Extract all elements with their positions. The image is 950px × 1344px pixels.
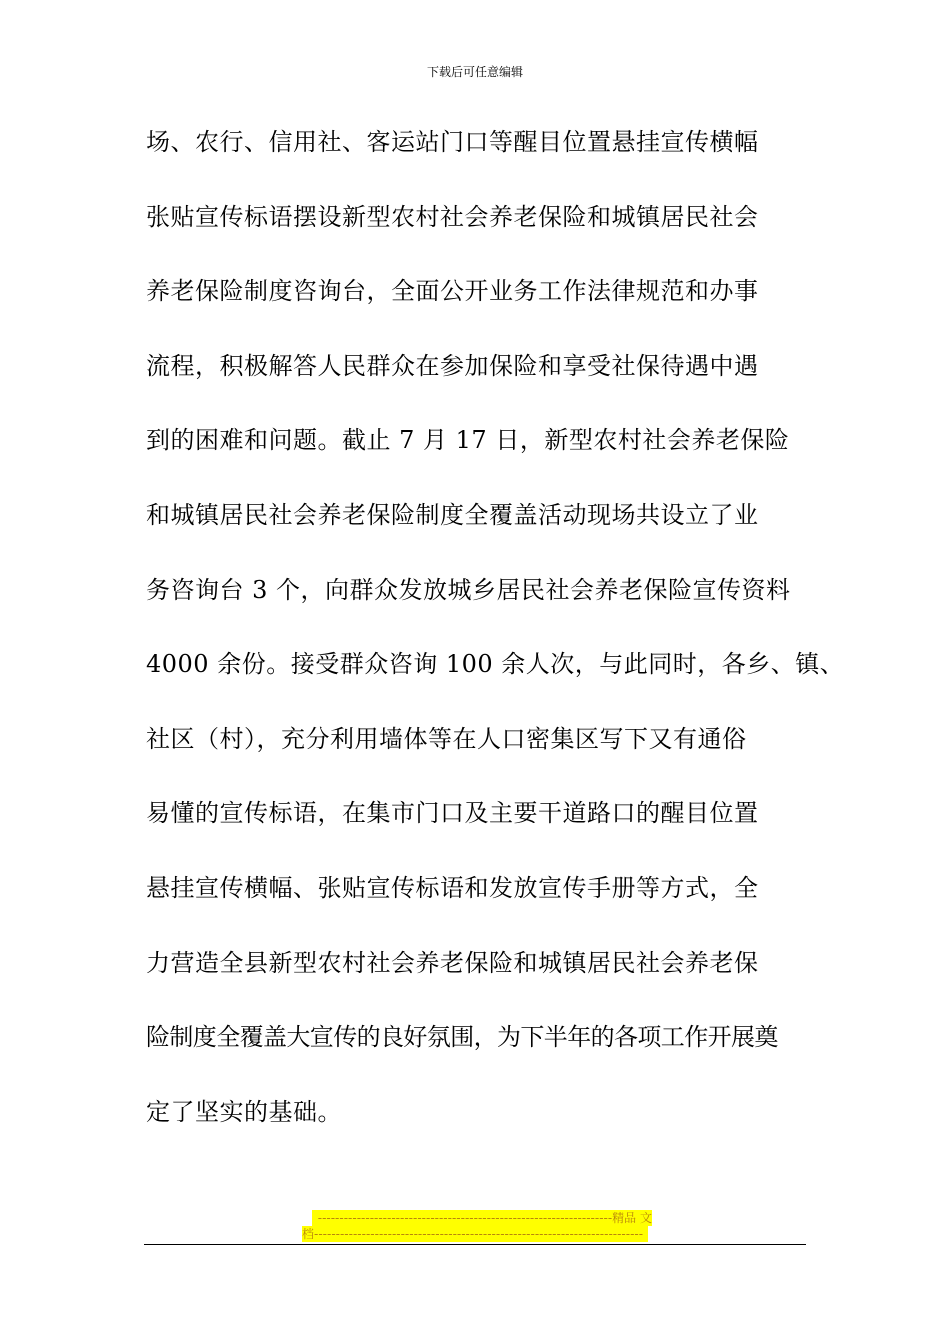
body-line-9: 社区（村），充分利用墙体等在人口密集区写下又有通俗 <box>146 724 747 753</box>
body-line-8: 4000 余份。接受群众咨询 100 余人次，与此同时，各乡、镇、 <box>146 650 845 679</box>
body-line-6: 和城镇居民社会养老保险制度全覆盖活动现场共设立了业 <box>146 500 759 529</box>
footer-line-1: --------------------------------------------------------------------精品 文 <box>312 1210 652 1226</box>
body-line-1: 场、农行、信用社、客运站门口等醒目位置悬挂宣传横幅 <box>146 128 759 156</box>
footer-divider <box>144 1244 806 1245</box>
page-footer <box>302 1210 652 1242</box>
document-body <box>146 118 845 1162</box>
page-header: 下载后可任意编辑 <box>426 65 523 79</box>
body-line-10: 易懂的宣传标语，在集市门口及主要干道路口的醒目位置 <box>146 799 759 828</box>
body-line-14: 定了坚实的基础。 <box>146 1097 342 1126</box>
body-line-2: 张贴宣传标语摆设新型农村社会养老保险和城镇居民社会 <box>146 202 759 231</box>
footer-line-2: 档---------------------------------------------------------------------------- <box>302 1226 648 1242</box>
body-line-4: 流程，积极解答人民群众在参加保险和享受社保待遇中遇 <box>146 351 759 380</box>
body-line-11: 悬挂宣传横幅、张贴宣传标语和发放宣传手册等方式，全 <box>146 873 759 902</box>
body-line-3: 养老保险制度咨询台，全面公开业务工作法律规范和办事 <box>146 277 759 306</box>
body-line-13: 险制度全覆盖大宣传的良好氛围，为下半年的各项工作开展奠 <box>146 1023 778 1052</box>
body-line-5: 到的困难和问题。截止 7 月 17 日，新型农村社会养老保险 <box>146 426 790 455</box>
body-line-12: 力营造全县新型农村社会养老保险和城镇居民社会养老保 <box>146 948 759 977</box>
body-line-7: 务咨询台 3 个，向群众发放城乡居民社会养老保险宣传资料 <box>146 575 791 604</box>
